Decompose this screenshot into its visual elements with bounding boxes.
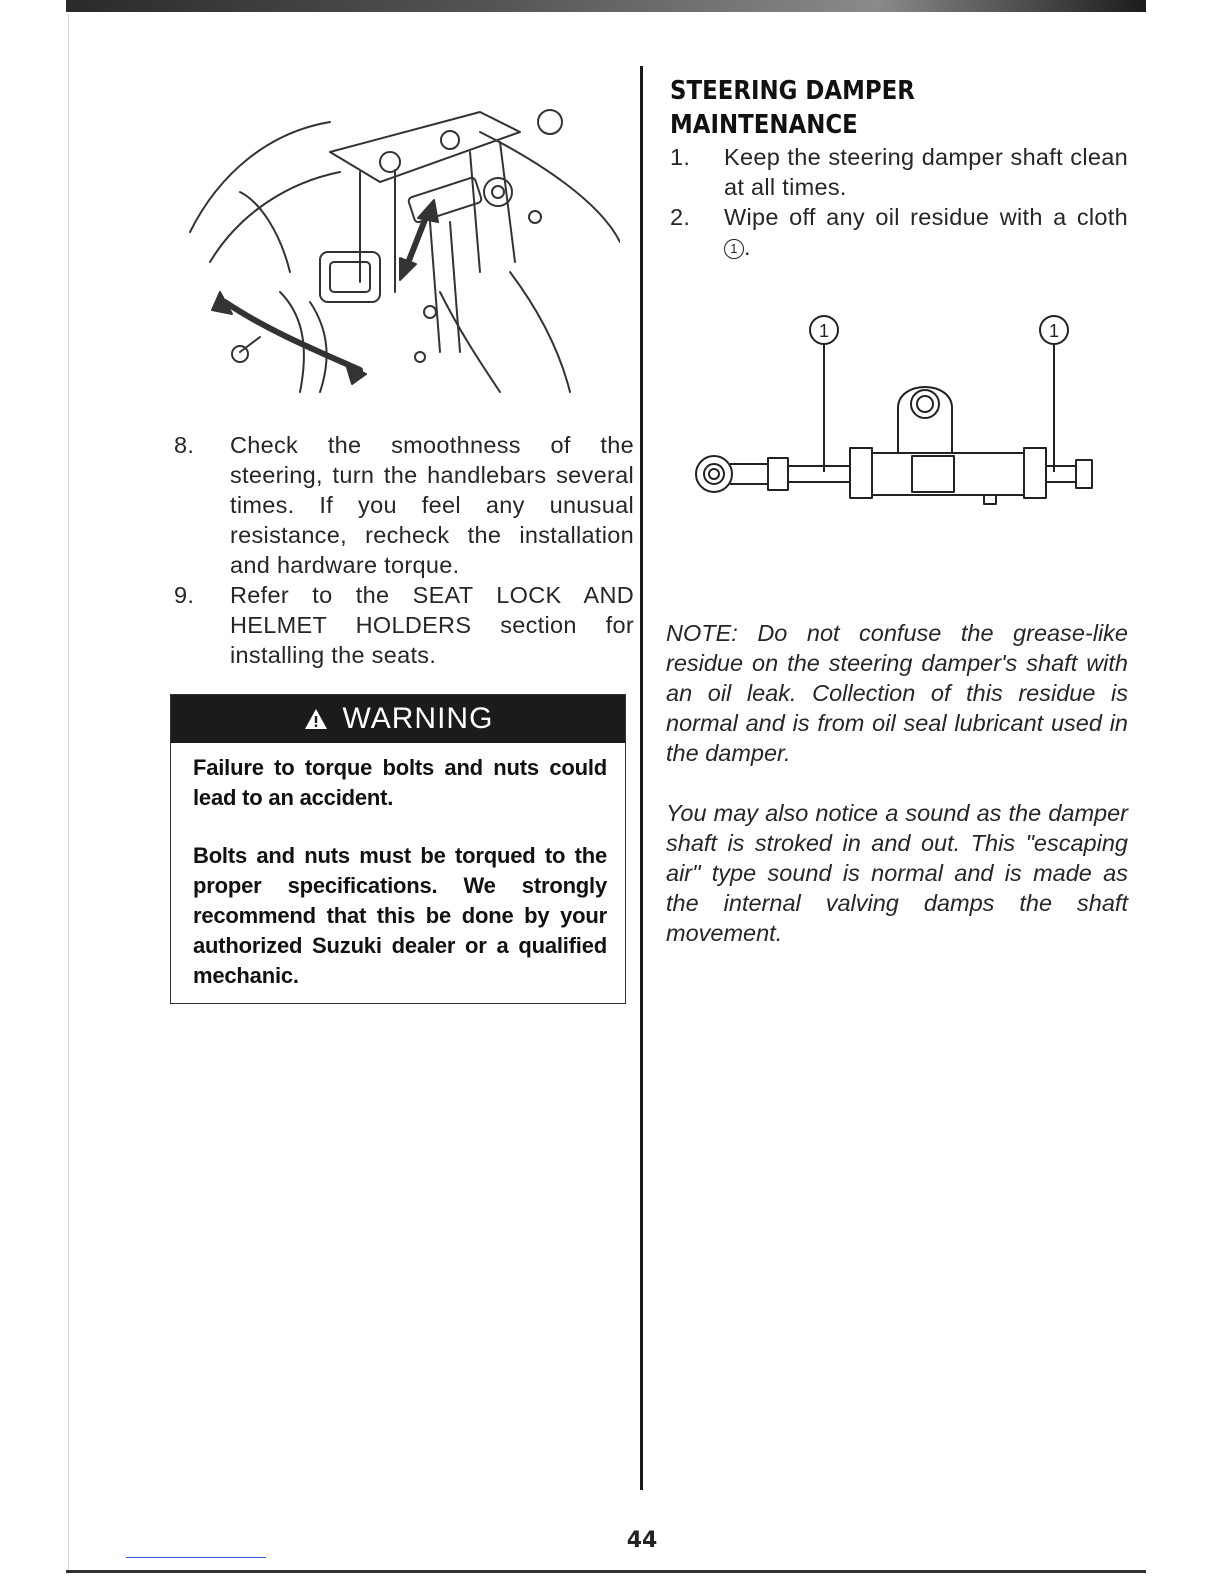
step-text: Check the smoothness of the steering, turn the handlebars several times. If you feel any unusual resistance, recheck the installation and hardware torque. — [230, 432, 634, 578]
section-title: STEERING DAMPER MAINTENANCE — [670, 76, 915, 140]
warning-box — [170, 694, 626, 1004]
bottom-link-underline — [126, 1557, 266, 1558]
warning-paragraph: Bolts and nuts must be torqued to the proper specifications. We strongly recommend that this be done by your authorized Suzuki dealer or a qualified mechanic. — [193, 843, 607, 988]
warning-title: WARNING — [342, 702, 494, 735]
step-text: Keep the steering damper shaft clean at all times. — [724, 144, 1128, 200]
step-8 — [174, 430, 634, 580]
bottom-rule — [66, 1570, 1146, 1573]
steps-right — [670, 142, 1128, 262]
step-number: 1. — [670, 144, 691, 170]
warning-body — [171, 743, 625, 991]
step-text — [724, 202, 1128, 262]
note-paragraph: NOTE: Do not confuse the grease-like residue on the steering damper's shaft with an oil leak. Collection of this residue is normal and is from oil seal lubricant used in the damper. — [666, 620, 1128, 766]
step-2 — [670, 202, 1128, 262]
warning-triangle-icon — [303, 707, 329, 731]
step-text: Refer to the SEAT LOCK AND HELMET HOLDERS section for installing the seats. — [230, 582, 634, 668]
note-paragraph-2: You may also notice a sound as the damper shaft is stroked in and out. This "escaping air" type sound is normal and is made as the internal valving damps the shaft movement. — [666, 800, 1128, 946]
steering-damper-diagram — [690, 308, 1110, 518]
step-number: 8. — [174, 432, 195, 458]
step-9 — [174, 580, 634, 670]
step-number: 9. — [174, 582, 195, 608]
page-edge-rule — [68, 14, 69, 1574]
warning-paragraph: Failure to torque bolts and nuts could lead to an accident. — [193, 755, 607, 810]
step-number: 2. — [670, 204, 691, 230]
page-number: 44 — [626, 1528, 658, 1553]
reference-callout: 1 — [724, 239, 744, 259]
callout-label: 1 — [818, 321, 830, 341]
step-1 — [670, 142, 1128, 202]
steps-left — [174, 430, 634, 670]
step-text-main: Wipe off any oil residue with a cloth — [724, 204, 1128, 230]
steering-damper-installation-illustration — [180, 92, 620, 402]
warning-header — [171, 695, 625, 743]
column-divider — [640, 66, 643, 1490]
top-header-bar — [66, 0, 1146, 12]
step-suffix: . — [744, 234, 751, 260]
callout-label: 1 — [1048, 321, 1060, 341]
